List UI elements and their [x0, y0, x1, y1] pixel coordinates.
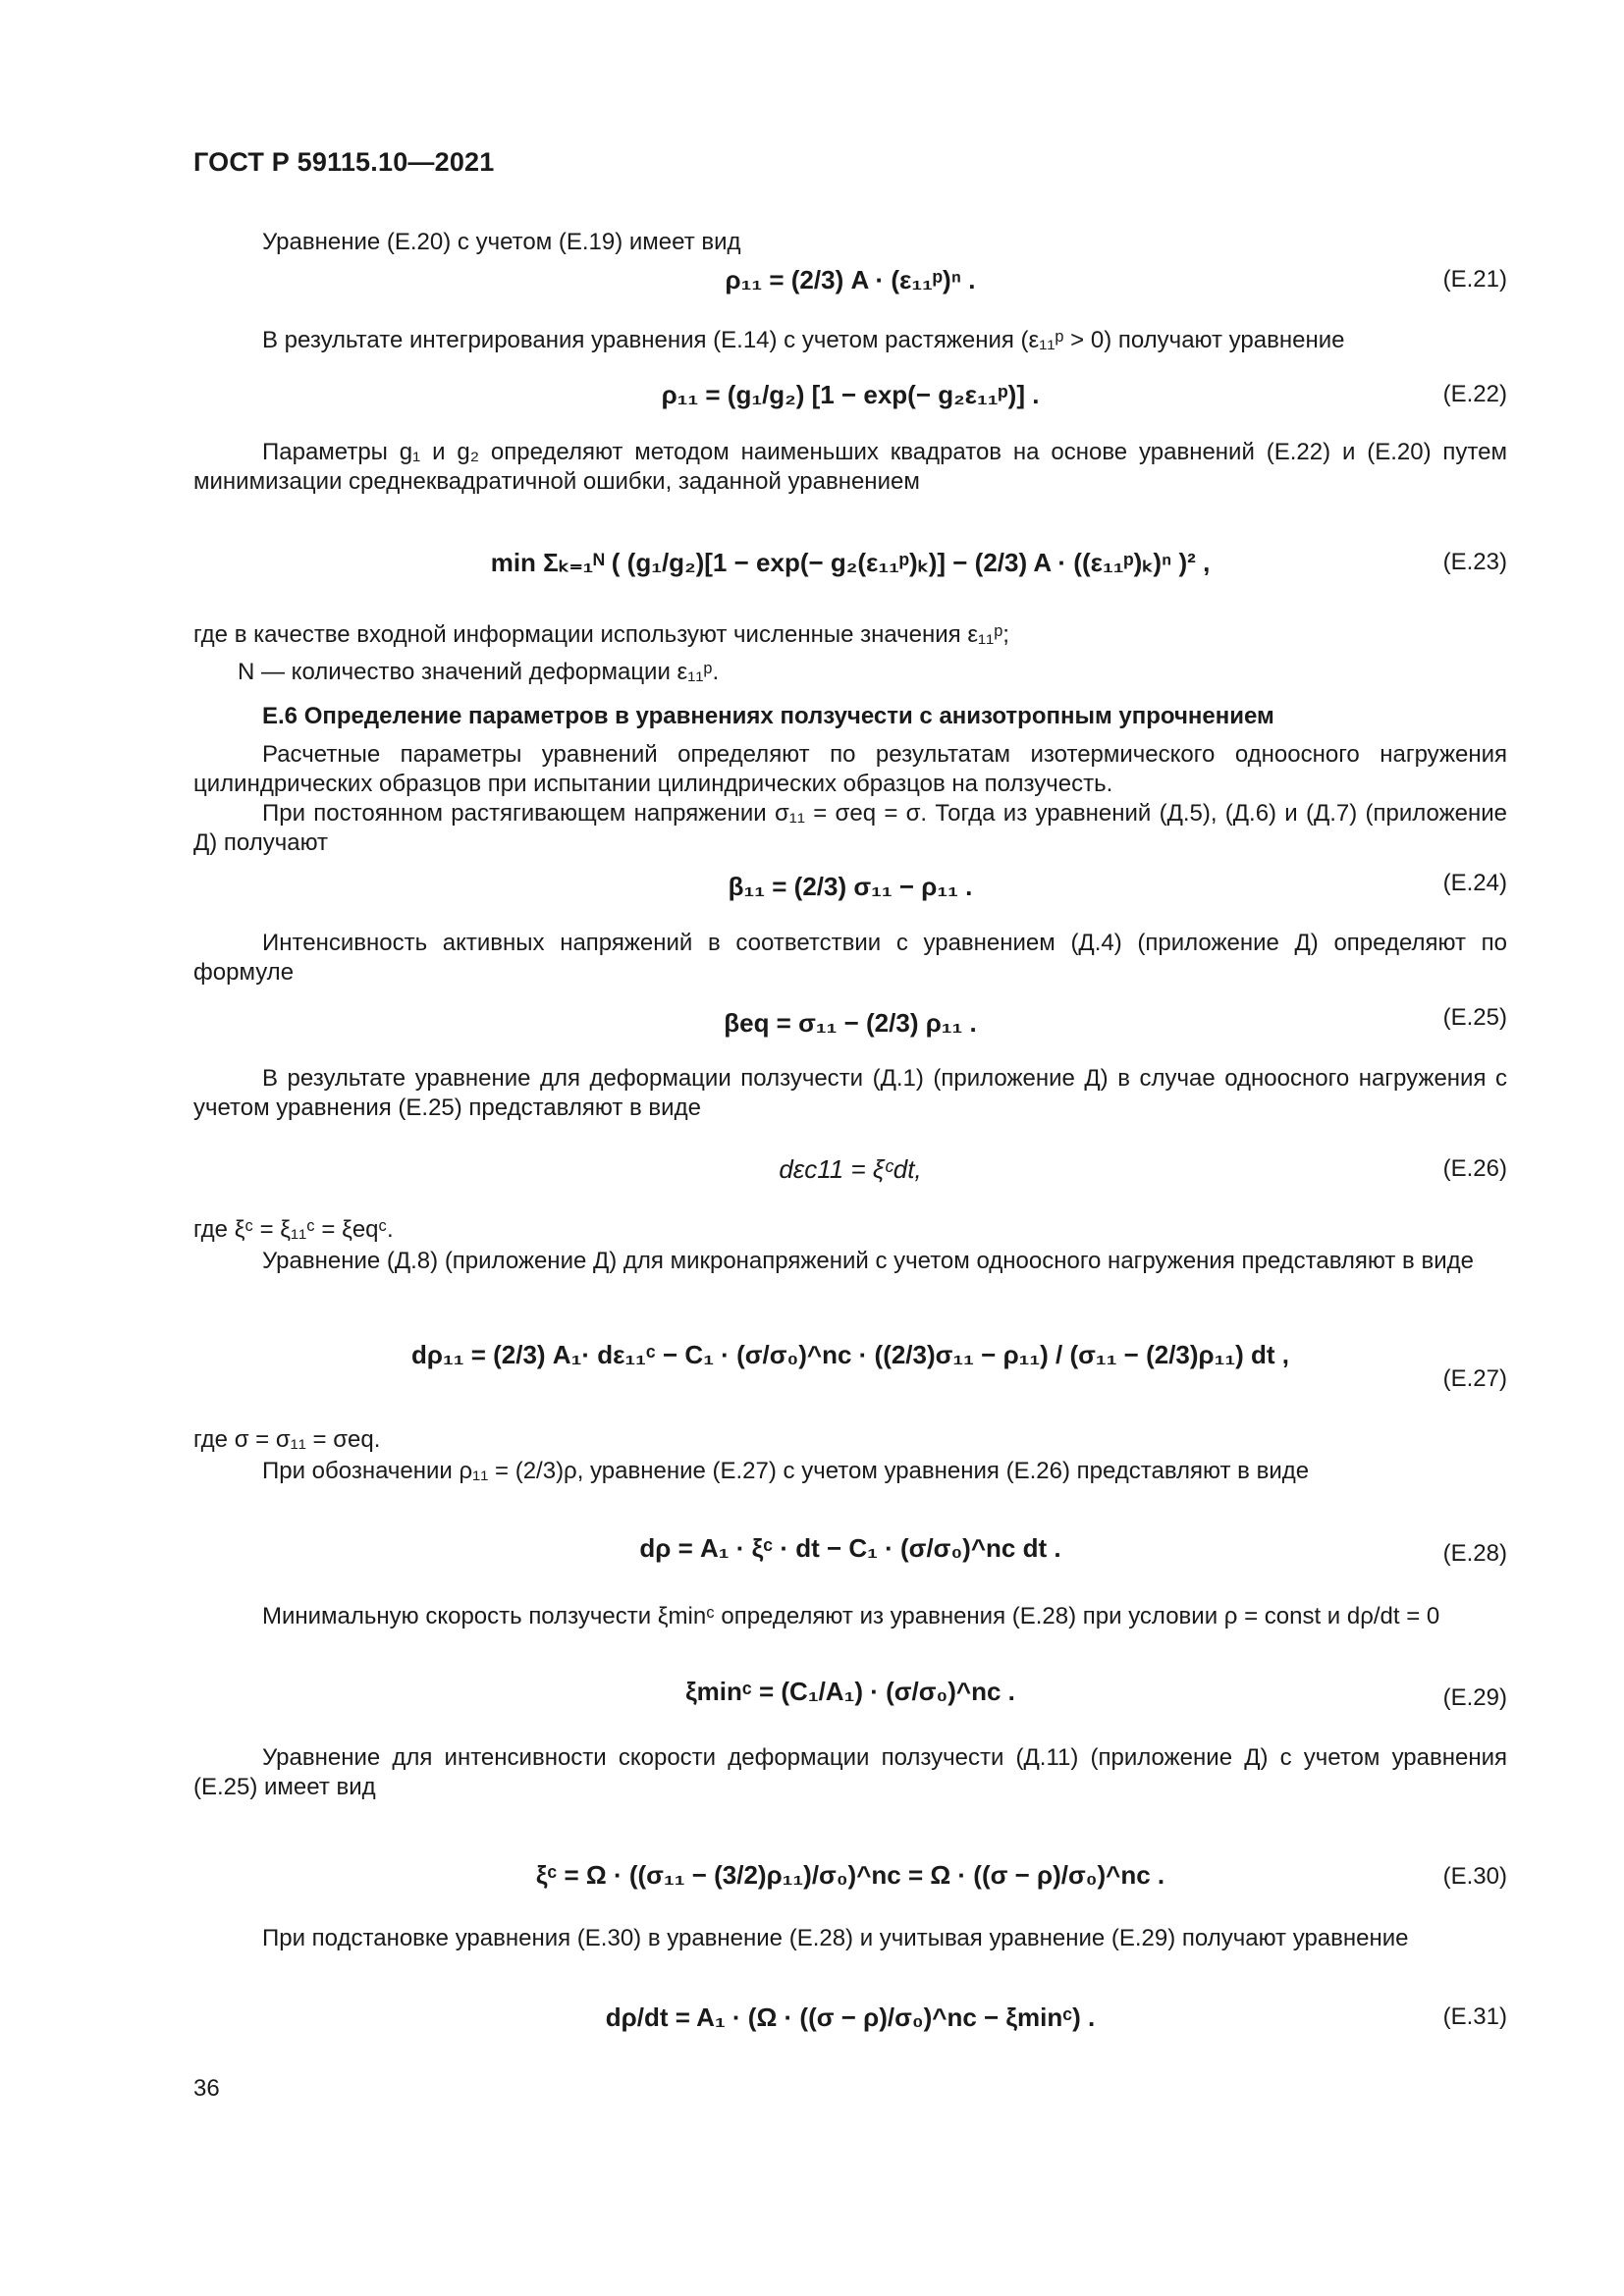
equation-e23: min Σₖ₌₁ᴺ ( (g₁/g₂)[1 − exp(− g₂(ε₁₁ᵖ)ₖ)] − (2/3) A · ((ε₁₁ᵖ)ₖ)ⁿ )² ,: [490, 548, 1211, 577]
paragraph: Уравнение (Д.8) (приложение Д) для микронапряжений с учетом одноосного нагружения представляют в виде: [262, 1248, 1474, 1274]
paragraph: При подстановке уравнения (Е.30) в уравнение (Е.28) и учитывая уравнение (Е.29) получают уравнение: [262, 1925, 1409, 1951]
equation-e31: dρ/dt = A₁ · (Ω · ((σ − ρ)/σ₀)^nc − ξminᶜ) .: [605, 2002, 1096, 2032]
paragraph: Интенсивность активных напряжений в соответствии с уравнением (Д.4) (приложение Д) определяют по формуле: [193, 930, 1507, 986]
equation-number: (Е.21): [1442, 266, 1507, 293]
equation-number: (Е.25): [1442, 1004, 1507, 1031]
equation-number: (Е.22): [1442, 381, 1507, 407]
paragraph: При обозначении ρ₁₁ = (2/3)ρ, уравнение (Е.27) с учетом уравнения (Е.26) представляют в виде: [262, 1458, 1310, 1484]
equation-e26: dεc11 = ξᶜdt,: [779, 1154, 922, 1184]
equation-number: (Е.30): [1442, 1863, 1507, 1890]
document-code-header: ГОСТ Р 59115.10—2021: [193, 147, 495, 177]
paragraph: Уравнение (Е.20) с учетом (Е.19) имеет вид: [262, 229, 741, 255]
page-number: 36: [193, 2075, 220, 2102]
equation-number: (Е.31): [1442, 2003, 1507, 2030]
equation-number: (Е.23): [1442, 549, 1507, 575]
section-heading: Е.6 Определение параметров в уравнениях ползучести с анизотропным упрочнением: [262, 703, 1274, 729]
equation-e29: ξminᶜ = (C₁/A₁) · (σ/σ₀)^nc .: [685, 1677, 1015, 1706]
equation-number: (Е.29): [1442, 1684, 1507, 1711]
equation-number: (Е.24): [1442, 870, 1507, 896]
equation-e21: ρ₁₁ = (2/3) A · (ε₁₁ᵖ)ⁿ .: [725, 265, 976, 294]
equation-e24: β₁₁ = (2/3) σ₁₁ − ρ₁₁ .: [728, 872, 973, 901]
equation-e22: ρ₁₁ = (g₁/g₂) [1 − exp(− g₂ε₁₁ᵖ)] .: [661, 380, 1040, 409]
paragraph: Расчетные параметры уравнений определяют по результатам изотермического одноосного нагружения цилиндрических образцов при испытании цилиндрических образцов на ползучесть.: [193, 741, 1507, 797]
paragraph: В результате уравнение для деформации ползучести (Д.1) (приложение Д) в случае одноосного нагружения с учетом уравнения (Е.25) представляют в виде: [193, 1065, 1507, 1121]
equation-number: (Е.27): [1442, 1365, 1507, 1392]
paragraph: где σ = σ₁₁ = σeq.: [193, 1426, 381, 1453]
paragraph: Уравнение для интенсивности скорости деформации ползучести (Д.11) (приложение Д) с учетом уравнения (Е.25) имеет вид: [193, 1744, 1507, 1800]
equation-e28: dρ = A₁ · ξᶜ · dt − C₁ · (σ/σ₀)^nc dt .: [639, 1533, 1061, 1563]
equation-e25: βeq = σ₁₁ − (2/3) ρ₁₁ .: [724, 1008, 977, 1038]
equation-e30: ξᶜ = Ω · ((σ₁₁ − (3/2)ρ₁₁)/σ₀)^nc = Ω · ((σ − ρ)/σ₀)^nc .: [535, 1860, 1165, 1890]
paragraph: N — количество значений деформации ε₁₁ᵖ.: [238, 659, 720, 685]
paragraph: При постоянном растягивающем напряжении σ₁₁ = σeq = σ. Тогда из уравнений (Д.5), (Д.6) и (Д.7) (приложение Д) получают: [193, 800, 1507, 856]
paragraph: Минимальную скорость ползучести ξminᶜ определяют из уравнения (Е.28) при условии ρ = const и dρ/dt = 0: [262, 1603, 1440, 1629]
equation-number: (Е.26): [1442, 1155, 1507, 1182]
paragraph: Параметры g₁ и g₂ определяют методом наименьших квадратов на основе уравнений (Е.22) и (Е.20) путем минимизации среднеквадратичной ошибки, заданной уравнением: [193, 439, 1507, 495]
equation-e27: dρ₁₁ = (2/3) A₁· dε₁₁ᶜ − C₁ · (σ/σ₀)^nc · ((2/3)σ₁₁ − ρ₁₁) / (σ₁₁ − (2/3)ρ₁₁) dt ,: [411, 1340, 1289, 1369]
paragraph: где ξᶜ = ξ₁₁ᶜ = ξeqᶜ.: [193, 1216, 394, 1243]
paragraph: В результате интегрирования уравнения (Е.14) с учетом растяжения (ε₁₁ᵖ > 0) получают уравнение: [262, 327, 1345, 353]
equation-number: (Е.28): [1442, 1540, 1507, 1567]
paragraph: где в качестве входной информации используют численные значения ε₁₁ᵖ;: [193, 621, 1009, 648]
